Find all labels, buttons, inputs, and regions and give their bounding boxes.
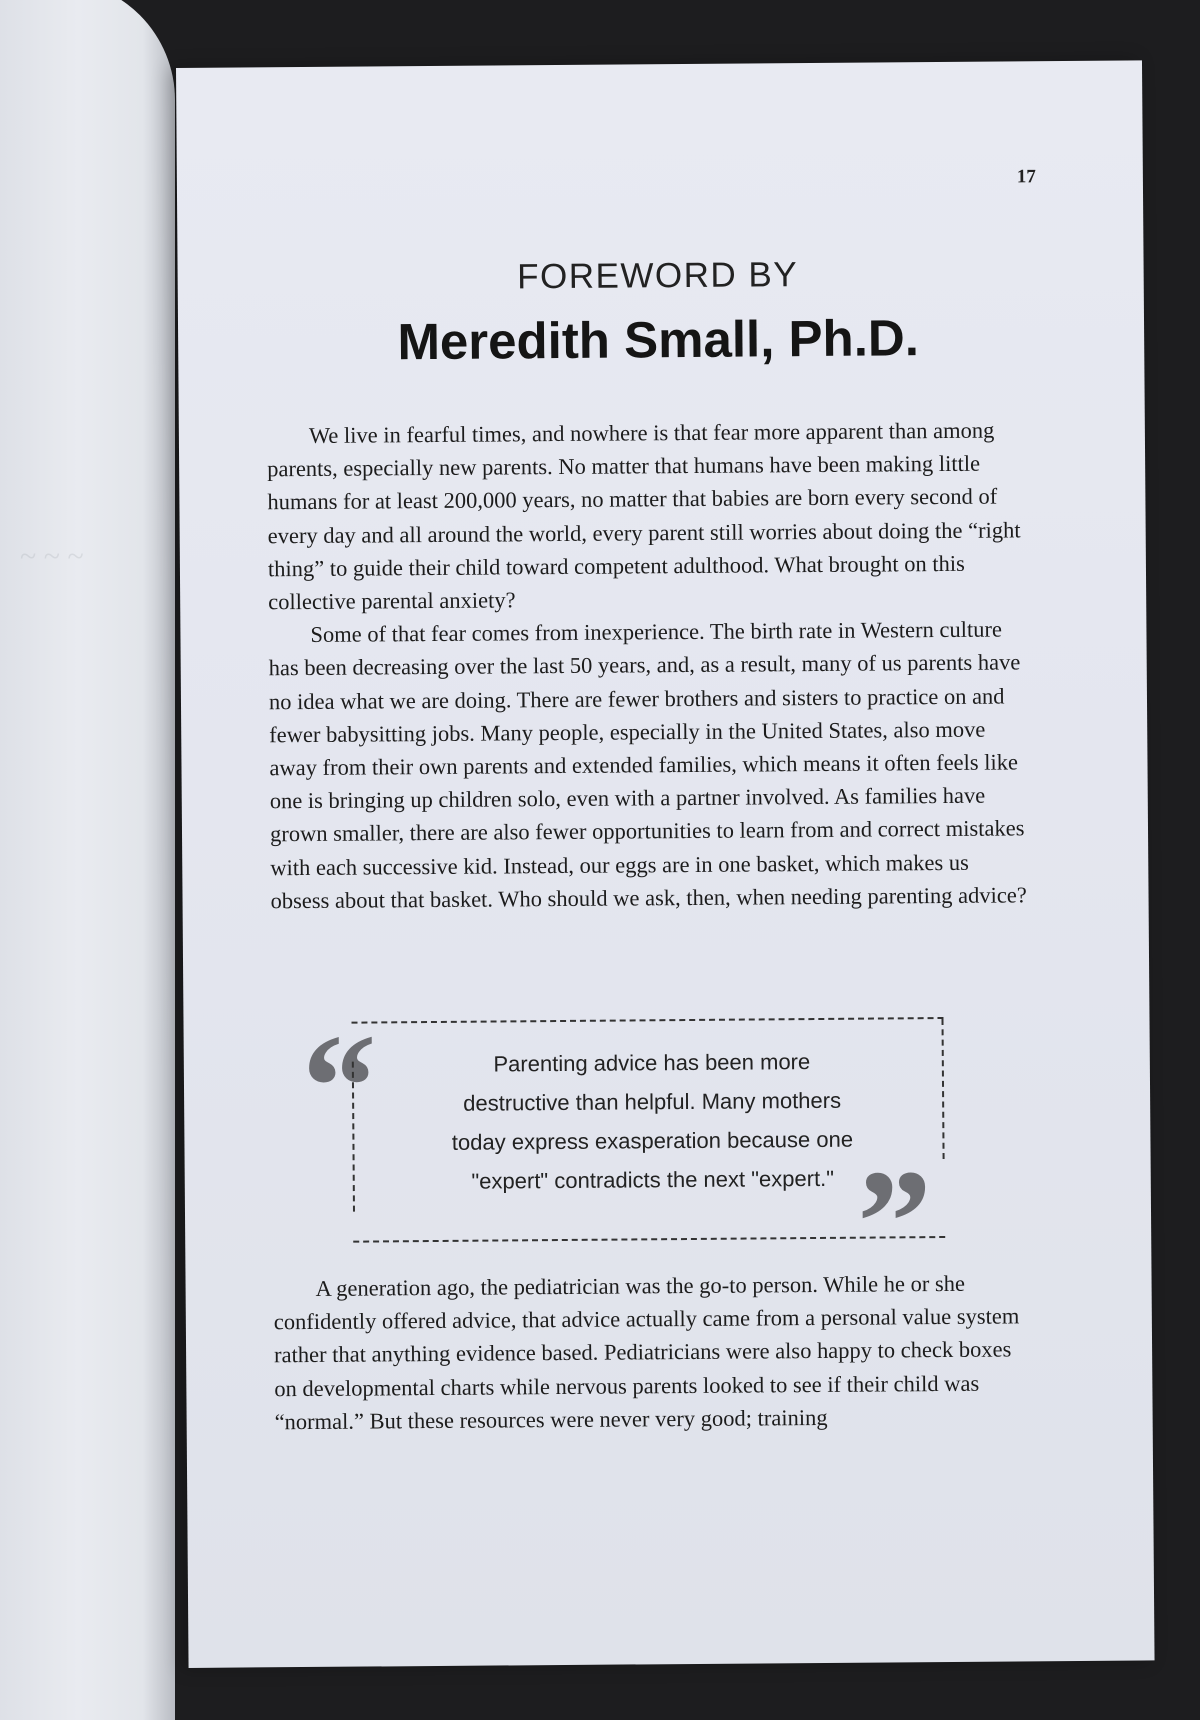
open-quote-icon: “	[301, 1003, 378, 1171]
page-number: 17	[1016, 166, 1036, 188]
pull-quote-line: today express exasperation because one	[451, 1126, 854, 1155]
facing-page-bleed: ~ ~ ~	[20, 540, 84, 573]
pull-quote-line: "expert" contradicts the next "expert."	[471, 1165, 835, 1194]
pull-quote-line: destructive than helpful. Many mothers	[463, 1087, 842, 1116]
author-name: Meredith Small, Ph.D.	[397, 309, 920, 371]
pull-quote-line: Parenting advice has been more	[493, 1049, 811, 1077]
paragraph: A generation ago, the pediatrician was the go-to person. While he or she confidently offered advice, that advice actually came from a personal value system rather that anything evidence based. Pediatricians were also happy to check boxes on developmental charts while nervous parents looked to see if their child was “normal.” But these resources were never very good; training	[273, 1270, 1020, 1435]
book-page	[176, 60, 1155, 1668]
paragraph: We live in fearful times, and nowhere is that fear more apparent than among parents, especially new parents. No matter that humans have been making little humans for at least 200,000 years, no matter that babies are born every second of every day and all around the world, every parent still worries about doing the “right thing” to guide their child toward competent adulthood. What brought on this collective parental anxiety?	[267, 417, 1021, 615]
paragraph: Some of that fear comes from inexperience. The birth rate in Western culture has been decreasing over the last 50 years, and, as a result, many of us parents have no idea what we are doing. There are fewer brothers and sisters to practice on and fewer babysitting jobs. Many people, especially in the United States, also move away from their own parents and extended families, which means it often feels like one is bringing up children solo, even with a partner involved. As families have grown smaller, there are also fewer opportunities to learn from and correct mistakes with each successive kid. Instead, our eggs are in one basket, which makes us obsess about that basket. Who should we ask, then, when needing parenting advice?	[268, 616, 1027, 914]
body-text-bottom	[273, 1266, 1034, 1438]
pull-quote-text	[377, 1041, 928, 1201]
pull-quote-border-left	[352, 1062, 355, 1212]
foreword-label: FOREWORD BY	[517, 255, 799, 297]
close-quote-icon: ”	[856, 1139, 933, 1306]
body-text-top	[267, 413, 1031, 917]
facing-page	[0, 0, 175, 1720]
pull-quote-border-right	[941, 1019, 944, 1159]
